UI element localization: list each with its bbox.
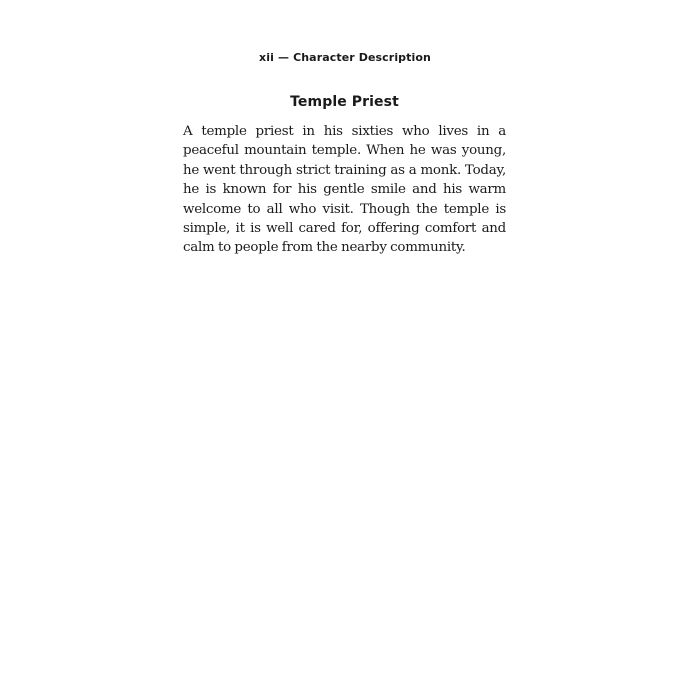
- character-name-heading: Temple Priest: [290, 94, 399, 110]
- character-description: A temple priest in his sixties who lives in a peaceful mountain temple. When he was young, he went through strict training as a monk. Today, he is known for his gentle smile and his warm welcome to all who visit. Though the temple is simple, it is well cared for, offering comfort and calm to people from the nearby community.: [183, 124, 506, 256]
- header-section-title: Character Description: [293, 51, 431, 64]
- header-separator: —: [277, 51, 290, 64]
- running-header: [0, 51, 690, 64]
- page-number: xii: [259, 51, 274, 64]
